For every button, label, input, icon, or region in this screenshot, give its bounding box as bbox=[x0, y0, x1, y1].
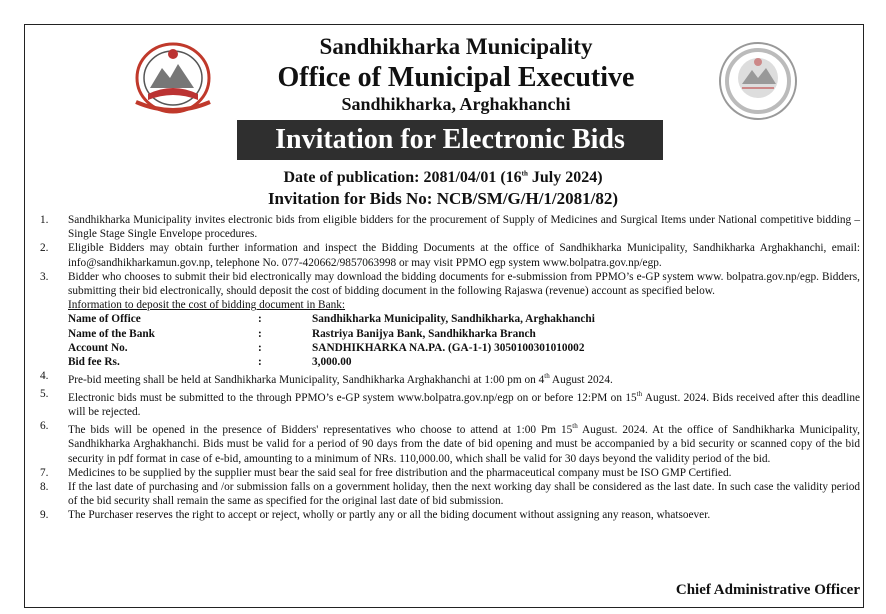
bank-info-row: Bid fee Rs. : 3,000.00 bbox=[68, 356, 352, 369]
nepal-emblem-icon bbox=[128, 38, 218, 116]
office-location: Sandhikharka, Arghakhanchi bbox=[341, 94, 571, 114]
list-item: 7. Medicines to be supplied by the supplier must bear the said seal for free distribution and the pharmaceutical company must be ISO GMP Certified. bbox=[40, 466, 732, 479]
list-item: 4. Pre-bid meeting shall be held at Sandhikharka Municipality, Sandhikharka Arghakhanchi at 1:00 pm on 4th August 2024. bbox=[40, 370, 613, 386]
list-item: 3. Bidder who chooses to submit their bid electronically may download the bidding documents for e-submission from PPMO’s e-GP system www. bolpatra.gov.np/egp. Bidders, submitting their bid electronically, should deposit the cost of bidding document in the following Rajaswa (revenue) account as specified below. bbox=[40, 270, 860, 298]
bank-info-heading: Information to deposit the cost of bidding document in Bank: bbox=[68, 299, 346, 312]
signature-title: Chief Administrative Officer bbox=[675, 582, 860, 598]
list-item: 8. If the last date of purchasing and /or submission falls on a government holiday, then the next working day shall be considered as the last date. In such case the validity period of the bid security shall remain the same as specified for the original last date of bid submission. bbox=[40, 480, 860, 508]
bank-info-row: Account No. : SANDHIKHARKA NA.PA. (GA-1-1) 3050100301010002 bbox=[68, 341, 585, 354]
municipality-seal-icon bbox=[714, 40, 802, 122]
notice-items bbox=[34, 213, 860, 523]
office-name: Office of Municipal Executive bbox=[277, 62, 635, 93]
bank-info-row: Name of the Bank : Rastriya Banijya Bank, Sandhikharka Branch bbox=[68, 327, 536, 340]
bank-info-row: Name of Office : Sandhikharka Municipality, Sandhikharka, Arghakhanchi bbox=[68, 313, 595, 326]
municipality-name: Sandhikharka Municipality bbox=[319, 34, 593, 59]
list-item: 2. Eligible Bidders may obtain further information and inspect the Bidding Documents at the office of Sandhikharka Municipality, Sandhikharka Arghakhanchi, email: info@sandhikharkamun.gov.np, telephone No. 077-420662/9857063998 or may visit PPMO egp system www.bolpatra.gov.np/egp. bbox=[40, 242, 860, 269]
title-banner: Invitation for Electronic Bids bbox=[237, 120, 663, 160]
publication-date: Date of publication: 2081/04/01 (16th July 2024) bbox=[283, 169, 603, 186]
list-item: 5. Electronic bids must be submitted to the through PPMO’s e-GP system www.bolpatra.gov.np/egp on or before 12:PM on 15th August. 2024. Bids received after this deadline will be rejected. bbox=[40, 388, 861, 419]
list-item: 9. The Purchaser reserves the right to accept or reject, wholly or partly any or all the biding document without assigning any reason, whatsoever. bbox=[40, 509, 711, 522]
list-item: 1. Sandhikharka Municipality invites electronic bids from eligible bidders for the procurement of Supply of Medicines and Surgical Items under National competitive bidding – Single Stage Single Envelope procedures. bbox=[40, 214, 860, 241]
bid-number: Invitation for Bids No: NCB/SM/G/H/1/2081/82) bbox=[267, 189, 619, 208]
list-item: 6. The bids will be opened in the presence of Bidders' representatives who choose to attend at 1:00 Pm 15th August. 2024. At the office of Sandhikharka Municipality, Sandhikharka Arghakhanchi. Bids must be valid for a period of 90 days from the date of bid opening and must be accompanied by a bid security or scanned copy of the bid security in pdf format in case of e-bid, amounting to a minimum of NRs. 110,000.00, which shall be valid for 30 days beyond the validity period of the bid. bbox=[40, 420, 860, 465]
